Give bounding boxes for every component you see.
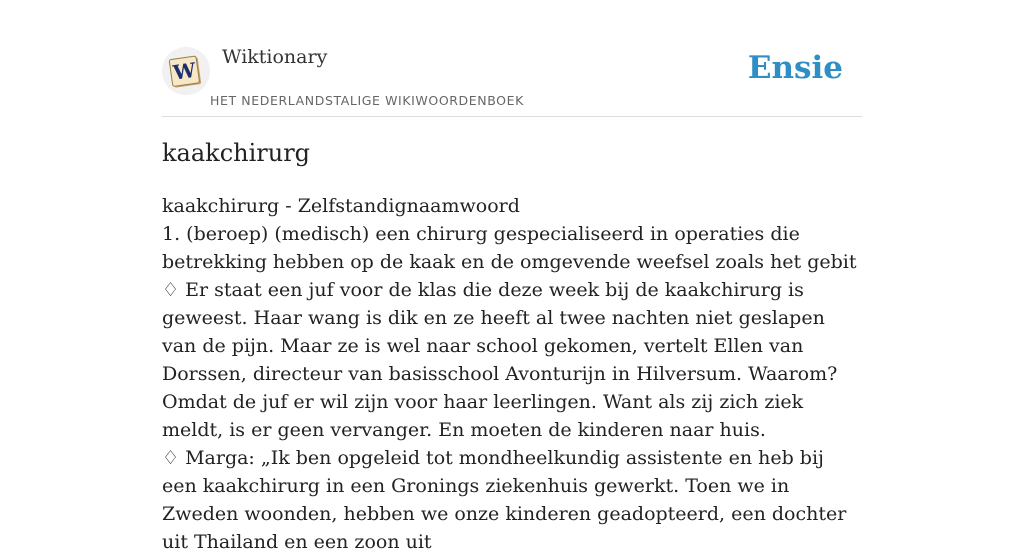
wiktionary-logo-icon[interactable] bbox=[162, 47, 210, 95]
svg-text:W: W bbox=[171, 57, 198, 85]
site-tagline: HET NEDERLANDSTALIGE WIKIWOORDENBOEK bbox=[210, 93, 524, 108]
site-header bbox=[162, 0, 862, 117]
page-title: kaakchirurg bbox=[162, 139, 311, 167]
entry-definition: 1. (beroep) (medisch) een chirurg gespecialiseerd in operaties die betrekking hebben op de kaak en de omgevende weefsel zoals het gebit bbox=[162, 223, 857, 273]
entry-body bbox=[162, 192, 862, 556]
example-sentence: ♢ Marga: „Ik ben opgeleid tot mondheelkundig assistente en heb bij een kaakchirurg in een Gronings ziekenhuis gewerkt. Toen we in Zweden woonden, hebben we onze kinderen geadopteerd, een dochter uit Thailand en een zoon uit bbox=[162, 447, 847, 553]
site-name-link[interactable]: Wiktionary bbox=[222, 46, 328, 68]
ensie-brand-logo[interactable]: Ensie bbox=[747, 50, 843, 86]
example-sentence: ♢ Er staat een juf voor de klas die deze week bij de kaakchirurg is geweest. Haar wang is dik en ze heeft al twee nachten niet geslapen van de pijn. Maar ze is wel naar school gekomen, vertelt Ellen van Dorssen, directeur van basisschool Avonturijn in Hilversum. Waarom? Omdat de juf er wil zijn voor haar leerlingen. Want als zij zich ziek meldt, is er geen vervanger. En moeten de kinderen naar huis. bbox=[162, 279, 838, 441]
page-card bbox=[162, 0, 862, 553]
entry-heading: kaakchirurg - Zelfstandignaamwoord bbox=[162, 195, 520, 217]
